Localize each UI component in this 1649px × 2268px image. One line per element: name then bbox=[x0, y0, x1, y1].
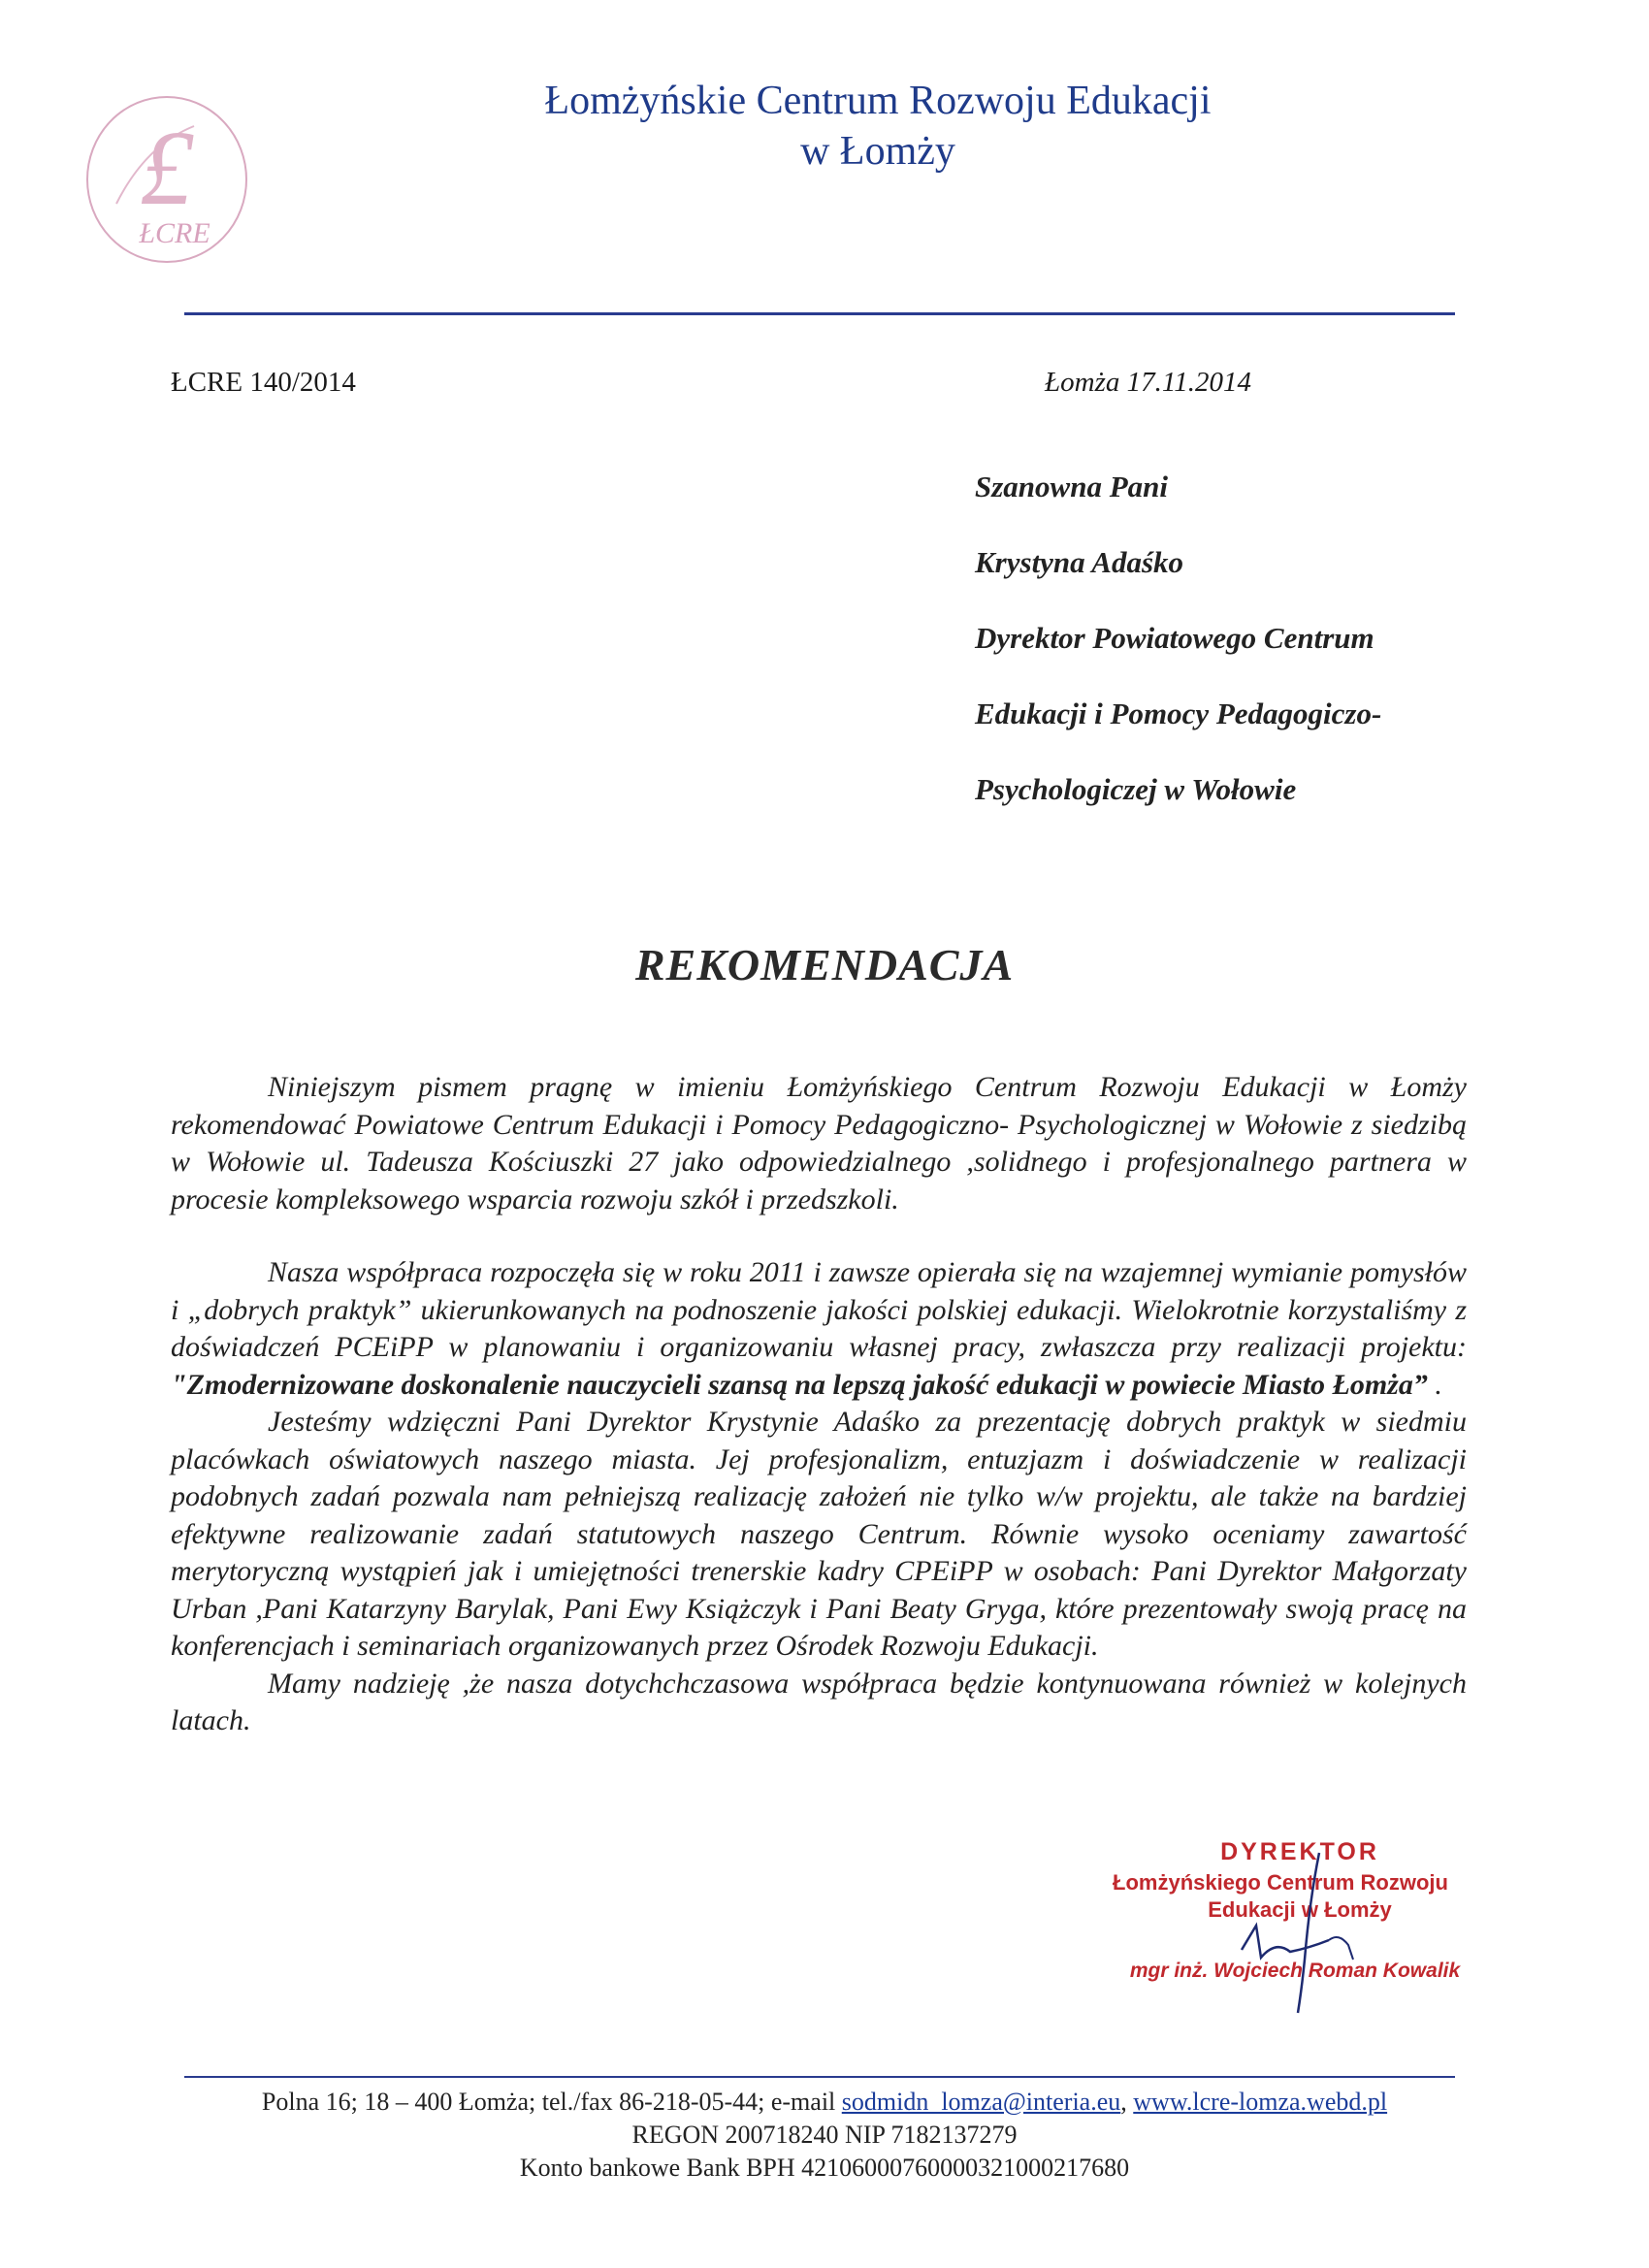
recipient-salutation: Szanowna Pani bbox=[975, 470, 1169, 503]
footer-regon-nip: REGON 200718240 NIP 7182137279 bbox=[631, 2121, 1018, 2149]
recipient-title-1: Dyrektor Powiatowego Centrum bbox=[975, 621, 1374, 655]
footer-divider bbox=[184, 2076, 1455, 2078]
recipient-block bbox=[975, 464, 1381, 842]
footer-separator: , bbox=[1120, 2088, 1134, 2116]
paragraph-text: Nasza współpraca rozpoczęła się w roku 2011 i zawsze opierała się na wzajemnej wymianie pomysłów i „dobrych praktyk” ukierunkowanych na podnoszenie jakości polskiej edukacji. Wielokrotnie korzystaliśmy z doświadczeń PCEiPP w planowaniu i organizowaniu własnej pracy, zwłaszcza przy realizacji projektu: bbox=[171, 1256, 1467, 1363]
footer-bank-account: Konto bankowe Bank BPH 42106000760000321000217680 bbox=[519, 2154, 1130, 2182]
stamp-city: Edukacji w Łomży bbox=[1208, 1897, 1392, 1922]
recipient-title-2: Edukacji i Pomocy Pedagogiczo- bbox=[975, 697, 1382, 730]
recipient-name: Krystyna Adaśko bbox=[975, 545, 1184, 579]
organization-name: Łomżyńskie Centrum Rozwoju Edukacji bbox=[544, 79, 1212, 123]
logo-text: ŁCRE bbox=[139, 217, 210, 249]
paragraph bbox=[171, 1254, 1467, 1404]
letter-date: Łomża 17.11.2014 bbox=[1045, 367, 1251, 398]
email-link[interactable]: sodmidn_lomza@interia.eu bbox=[841, 2088, 1121, 2116]
document-title: REKOMENDACJA bbox=[634, 940, 1015, 989]
stamp-director-name: mgr inż. Wojciech Roman Kowalik bbox=[1129, 1960, 1461, 1982]
website-link[interactable]: www.lcre-lomza.webd.pl bbox=[1133, 2088, 1388, 2116]
stamp-institution: Łomżyńskiego Centrum Rozwoju bbox=[1113, 1870, 1448, 1895]
svg-text:£: £ bbox=[140, 109, 194, 227]
letter-body bbox=[171, 1069, 1467, 1740]
paragraph-end: . bbox=[1427, 1368, 1442, 1401]
paragraph: Mamy nadzieję ,że nasza dotychchczasowa współpraca będzie kontynuowana również w kolejnych latach. bbox=[171, 1667, 1467, 1736]
paragraph: Jesteśmy wdzięczni Pani Dyrektor Krystynie Adaśko za prezentację dobrych praktyk w siedmiu placówkach oświatowych naszego miasta. Jej profesjonalizm, entuzjazm i doświadczenie w realizacji podobnych zadań pozwala nam pełniejszą realizację założeń nie tylko w/w projektu, ale także na bardziej efektywne realizowanie zadań statutowych naszego Centrum. Równie wysoko oceniamy zawartość merytoryczną wystąpień jak i umiejętności trenerskie kadry CPEiPP w osobach: Pani Dyrektor Małgorzaty Urban ,Pani Katarzyny Barylak, Pani Ewy Książczyk i Pani Beaty Gryga, które prezentowały swoją pracę na konferencjach i seminariach organizowanych przez Ośrodek Rozwoju Edukacji. bbox=[171, 1406, 1467, 1662]
project-title: "Zmodernizowane doskonalenie nauczycieli szansą na lepszą jakość edukacji w powiecie Miasto Łomża” bbox=[171, 1368, 1428, 1401]
footer bbox=[0, 2086, 1649, 2185]
footer-contact bbox=[0, 2086, 1649, 2119]
handwritten-signature bbox=[1203, 1843, 1377, 2018]
recipient-title-3: Psychologiczej w Wołowie bbox=[975, 772, 1297, 806]
organization-city: w Łomży bbox=[800, 129, 955, 174]
paragraph: Niniejszym pismem pragnę w imieniu Łomżyńskiego Centrum Rozwoju Edukacji w Łomży rekomendować Powiatowe Centrum Edukacji i Pomocy Pedagogiczno- Psychologicznej w Wołowie z siedzibą w Wołowie ul. Tadeusza Kościuszki 27 jako odpowiedzialnego ,solidnego i profesjonalnego partnera w procesie kompleksowego wsparcia rozwoju szkół i przedszkoli. bbox=[171, 1071, 1467, 1215]
stamp-title: DYREKTOR bbox=[1220, 1838, 1379, 1865]
letterhead bbox=[0, 76, 1649, 177]
header-divider bbox=[184, 312, 1455, 315]
reference-number: ŁCRE 140/2014 bbox=[171, 367, 356, 398]
footer-address: Polna 16; 18 – 400 Łomża; tel./fax 86-218-05-44; e-mail bbox=[261, 2088, 842, 2116]
